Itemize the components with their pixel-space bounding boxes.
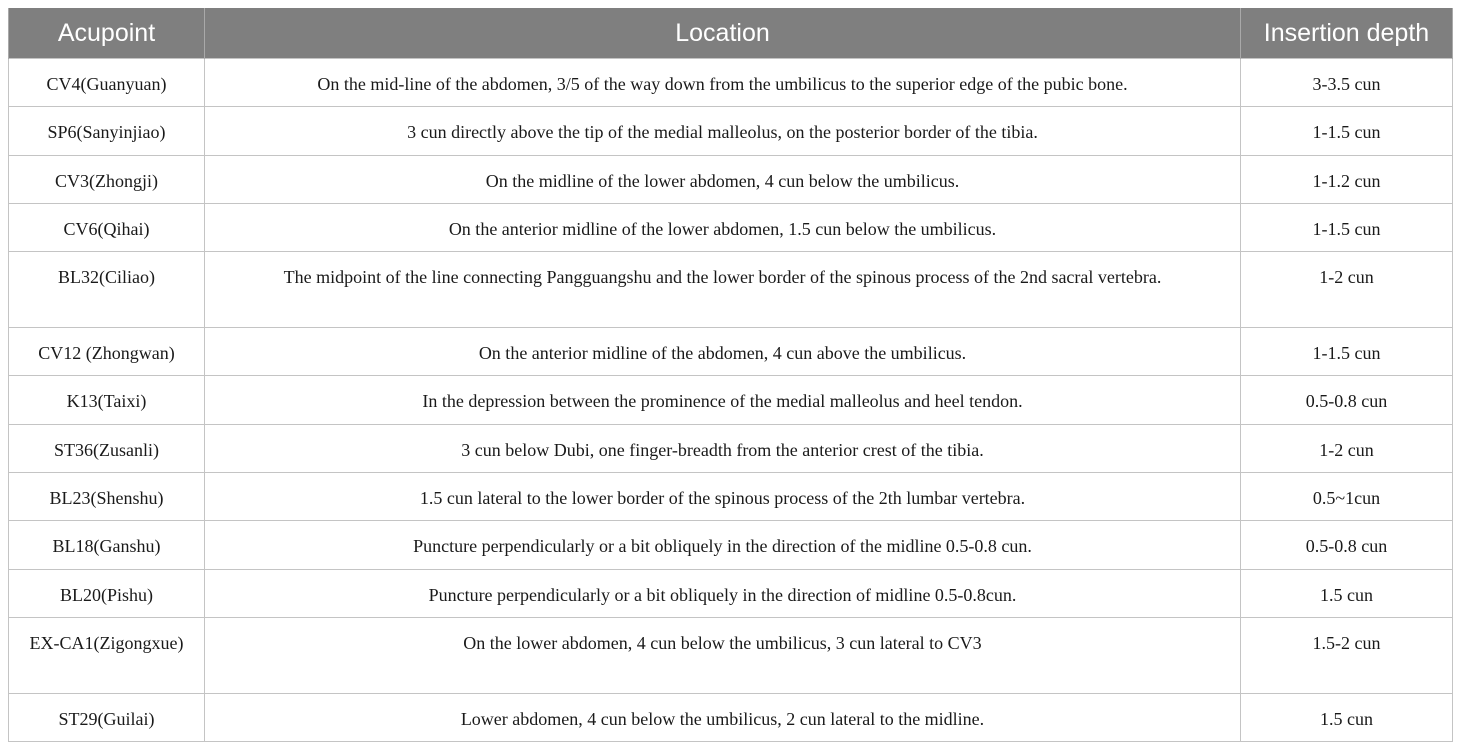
table-row [9, 107, 1453, 155]
table-body [9, 59, 1453, 742]
location-cell: In the depression between the prominence of the medial malleolus and heel tendon. [205, 376, 1241, 424]
location-cell: The midpoint of the line connecting Pangguangshu and the lower border of the spinous process of the 2nd sacral vertebra. [205, 252, 1241, 328]
acupoint-cell: ST36(Zusanli) [9, 424, 205, 472]
acupoint-cell: CV6(Qihai) [9, 203, 205, 251]
header-row [9, 8, 1453, 59]
table-row [9, 569, 1453, 617]
table-row [9, 59, 1453, 107]
depth-cell: 0.5-0.8 cun [1241, 376, 1453, 424]
table-row [9, 203, 1453, 251]
header-acupoint: Acupoint [9, 8, 205, 59]
depth-cell: 1.5 cun [1241, 693, 1453, 741]
table-row [9, 424, 1453, 472]
depth-cell: 1-2 cun [1241, 424, 1453, 472]
acupoint-cell: CV12 (Zhongwan) [9, 328, 205, 376]
location-cell: Lower abdomen, 4 cun below the umbilicus, 2 cun lateral to the midline. [205, 693, 1241, 741]
acupoint-cell: BL18(Ganshu) [9, 521, 205, 569]
location-cell: Puncture perpendicularly or a bit obliquely in the direction of the midline 0.5-0.8 cun. [205, 521, 1241, 569]
table-row [9, 252, 1453, 328]
acupoint-cell: ST29(Guilai) [9, 693, 205, 741]
table-row [9, 155, 1453, 203]
header-location: Location [205, 8, 1241, 59]
depth-cell: 1-1.5 cun [1241, 203, 1453, 251]
table-header [9, 8, 1453, 59]
location-cell: On the lower abdomen, 4 cun below the umbilicus, 3 cun lateral to CV3 [205, 617, 1241, 693]
location-cell: Puncture perpendicularly or a bit obliquely in the direction of midline 0.5-0.8cun. [205, 569, 1241, 617]
table-row [9, 521, 1453, 569]
depth-cell: 3-3.5 cun [1241, 59, 1453, 107]
depth-cell: 1.5 cun [1241, 569, 1453, 617]
location-cell: On the anterior midline of the abdomen, 4 cun above the umbilicus. [205, 328, 1241, 376]
acupoint-cell: BL32(Ciliao) [9, 252, 205, 328]
location-cell: On the mid-line of the abdomen, 3/5 of the way down from the umbilicus to the superior edge of the pubic bone. [205, 59, 1241, 107]
acupoint-cell: CV4(Guanyuan) [9, 59, 205, 107]
depth-cell: 0.5~1cun [1241, 473, 1453, 521]
acupoint-table-container [8, 8, 1452, 742]
location-cell: 3 cun directly above the tip of the medial malleolus, on the posterior border of the tibia. [205, 107, 1241, 155]
depth-cell: 1.5-2 cun [1241, 617, 1453, 693]
depth-cell: 1-1.5 cun [1241, 328, 1453, 376]
acupoint-cell: CV3(Zhongji) [9, 155, 205, 203]
header-insertion-depth: Insertion depth [1241, 8, 1453, 59]
location-cell: On the midline of the lower abdomen, 4 cun below the umbilicus. [205, 155, 1241, 203]
table-row [9, 473, 1453, 521]
depth-cell: 0.5-0.8 cun [1241, 521, 1453, 569]
table-row [9, 376, 1453, 424]
acupoint-cell: K13(Taixi) [9, 376, 205, 424]
table-row [9, 617, 1453, 693]
table-row [9, 328, 1453, 376]
acupoint-cell: EX-CA1(Zigongxue) [9, 617, 205, 693]
location-cell: 3 cun below Dubi, one finger-breadth from the anterior crest of the tibia. [205, 424, 1241, 472]
acupoint-cell: BL20(Pishu) [9, 569, 205, 617]
acupoint-table [8, 8, 1453, 742]
table-row [9, 693, 1453, 741]
location-cell: On the anterior midline of the lower abdomen, 1.5 cun below the umbilicus. [205, 203, 1241, 251]
acupoint-cell: BL23(Shenshu) [9, 473, 205, 521]
depth-cell: 1-1.5 cun [1241, 107, 1453, 155]
depth-cell: 1-2 cun [1241, 252, 1453, 328]
location-cell: 1.5 cun lateral to the lower border of the spinous process of the 2th lumbar vertebra. [205, 473, 1241, 521]
acupoint-cell: SP6(Sanyinjiao) [9, 107, 205, 155]
depth-cell: 1-1.2 cun [1241, 155, 1453, 203]
